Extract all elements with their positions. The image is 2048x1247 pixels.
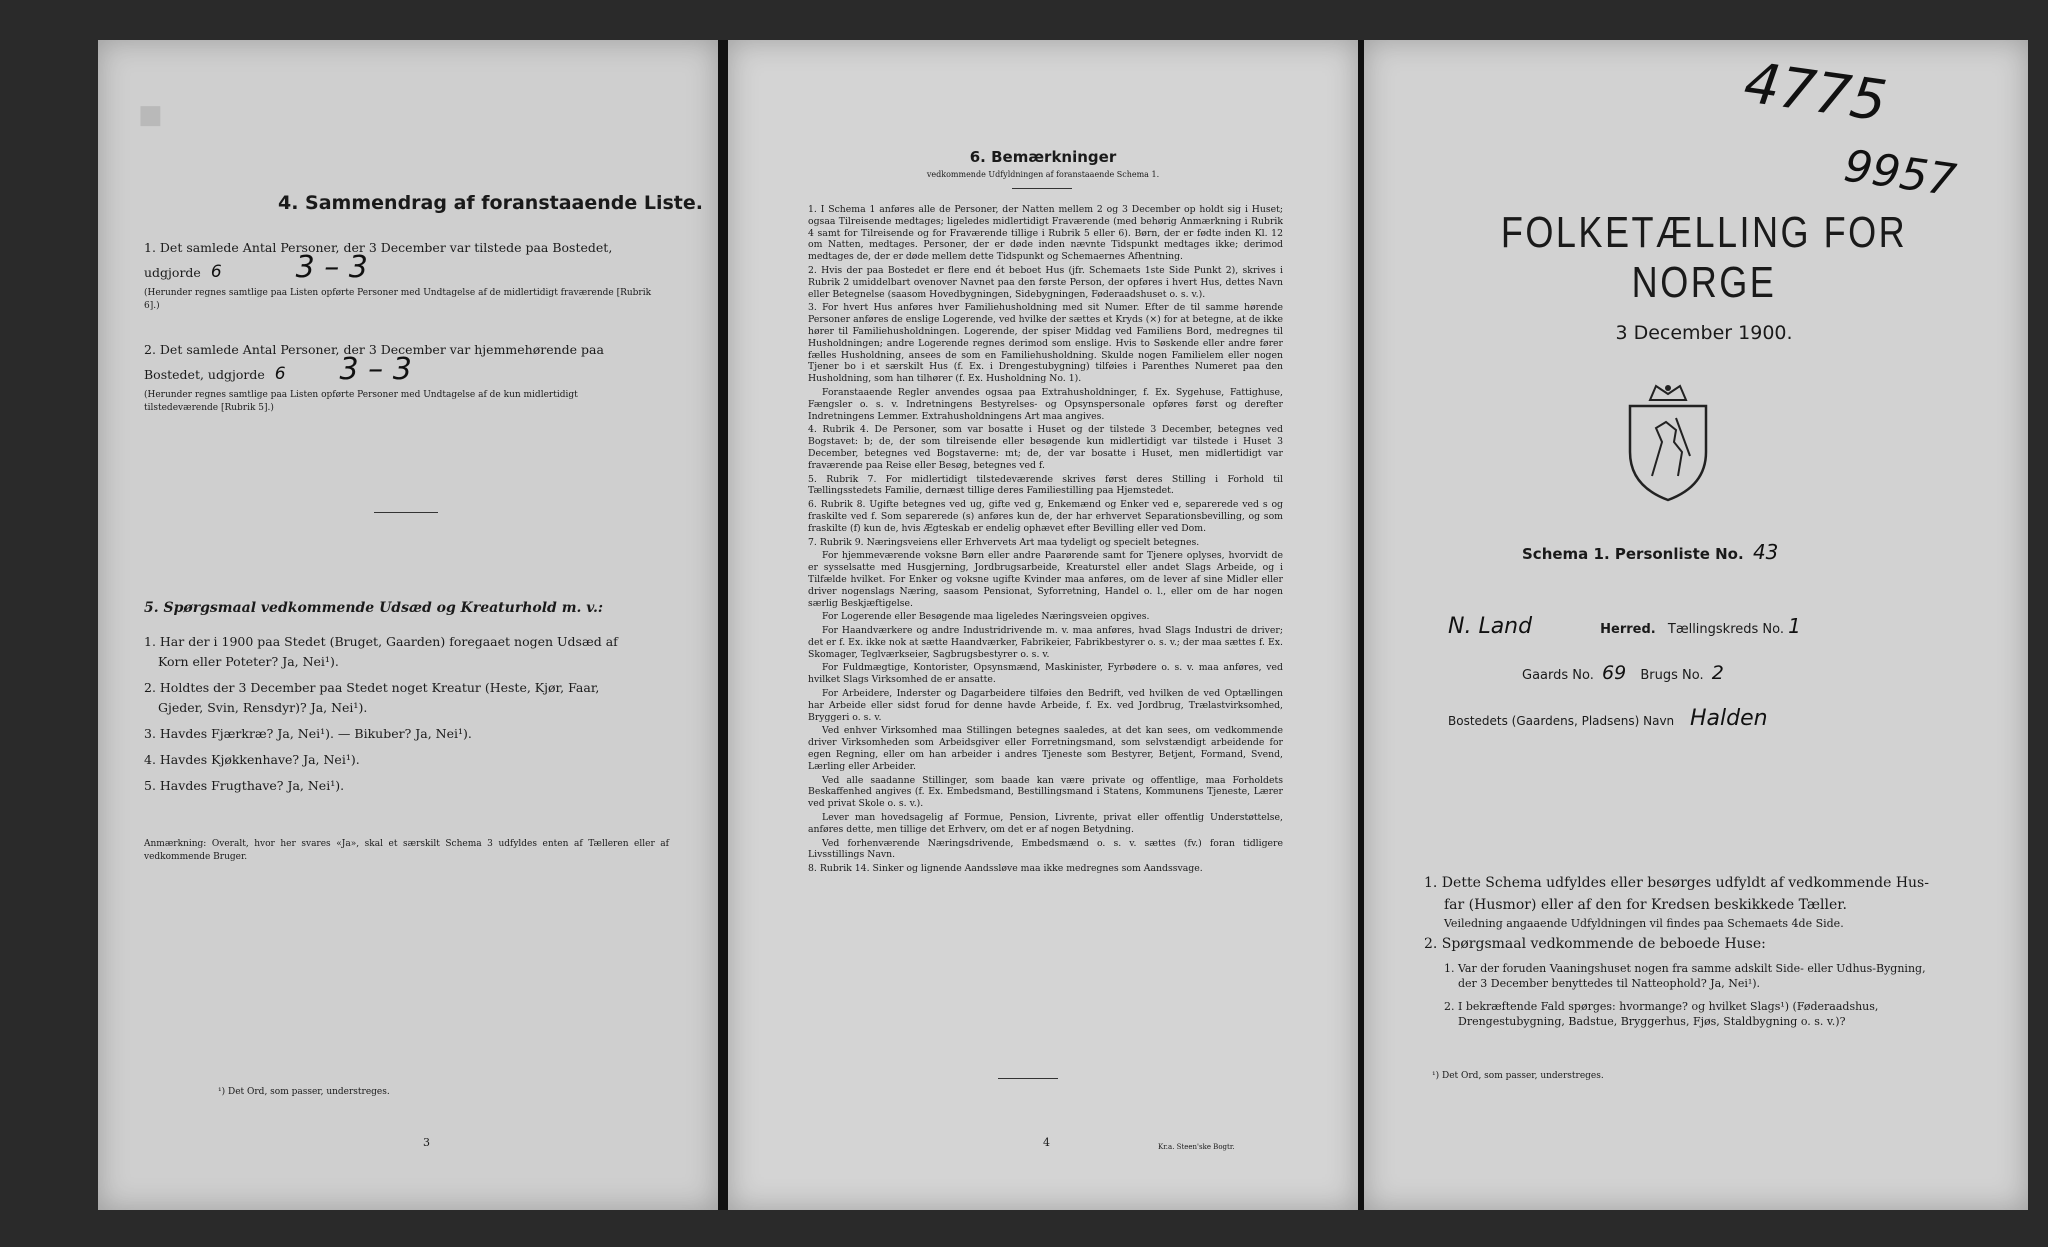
remark: Anmærkning: Overalt, hvor her svares «Ja», skal et særskilt Schema 3 udfyldes enten af Tælleren eller af vedkommende Bruger.	[144, 839, 669, 862]
summary-item-2	[144, 340, 664, 415]
remark-paragraph: For Fuldmægtige, Kontorister, Opsynsmænd, Maskinister, Fyrbødere o. s. v. maa anføres, ved hvilket Slags Virksomhed de er ansatte.	[808, 662, 1283, 686]
bosted-label: Bostedets (Gaardens, Pladsens) Navn	[1448, 714, 1675, 728]
house-question-1: 1. Var der foruden Vaaningshuset nogen fra samme adskilt Side- eller Udhus-Bygning,	[1444, 962, 1926, 975]
remark-paragraph: For Logerende eller Besøgende maa ligeledes Næringsveien opgives.	[822, 611, 1150, 623]
remark-paragraph: 5. Rubrik 7. For midlertidigt tilstedeværende skrives først deres Stilling i Forhold til Tællingsstedets Familie, dernæst tillige deres Familiestilling paa Hjemstedet.	[808, 473, 1283, 497]
instruction-2: 2. Spørgsmaal vedkommende de beboede Huse:	[1424, 936, 1766, 952]
summary-item-2-label: Bostedet, udgjorde	[144, 367, 265, 382]
question-1: 1. Har der i 1900 paa Stedet (Bruget, Gaarden) foregaaet nogen Udsæd af	[144, 634, 618, 649]
personliste-number: 43	[1752, 540, 1779, 564]
divider	[374, 512, 438, 513]
divider	[998, 1078, 1058, 1079]
question-list	[144, 632, 664, 796]
summary-item-1-handwritten: 3 – 3	[295, 250, 368, 285]
page-number: 3	[423, 1136, 430, 1149]
brugs-label: Brugs No.	[1640, 668, 1704, 683]
remark-paragraph: 6. Rubrik 8. Ugifte betegnes ved ug, gifte ved g, Enkemænd og Enker ved e, separerede ved s og fraskilte ved f. Som separerede (s) anføres kun de, der har erhvervet Separationsbevilling, og som fraskilte (f) kun de, hvis Ægteskab er endelig ophævet efter Bevilling eller ved Dom.	[808, 499, 1283, 534]
bosted-value: Halden	[1689, 706, 1768, 731]
remark-paragraph: Lever man hovedsagelig af Formue, Pension, Livrente, privat eller offentlig Understøttelse, anføres dette, men tillige det Erhverv, om det er af nogen Betydning.	[808, 812, 1283, 835]
divider	[1012, 188, 1072, 189]
remark-paragraph: For Arbeidere, Inderster og Dagarbeidere tilføies den Bedrift, ved hvilken de ved Optællingen har Arbeide eller sidst forud for denne havde Arbeide, f. Ex. ved Jordbrug, Trælastvirksomhed, Bryggeri o. s. v.	[808, 688, 1283, 723]
section4-title: 4. Sammendrag af foranstaaende Liste.	[278, 192, 703, 214]
gaards-value: 69	[1602, 662, 1627, 684]
question-1-answer: Korn eller Poteter? Ja, Nei¹).	[158, 654, 339, 669]
kreds-label: Tællingskreds No.	[1667, 622, 1785, 637]
instruction-1-note: Veiledning angaaende Udfyldningen vil findes paa Schemaets 4de Side.	[1444, 917, 1844, 930]
footnote: ¹) Det Ord, som passer, understreges.	[218, 1087, 390, 1097]
herred-label: Herred.	[1600, 622, 1656, 637]
instructions	[1424, 872, 2014, 1029]
remark-paragraph: Ved forhenværende Næringsdrivende, Embedsmænd o. s. v. sættes (fv.) foran tidligere Livsstillings Navn.	[808, 837, 1283, 861]
summary-item-2-text: 2. Det samlede Antal Personer, der 3 December var hjemmehørende paa	[144, 342, 604, 357]
section5-title: 5. Spørgsmaal vedkommende Udsæd og Kreaturhold m. v.:	[144, 600, 604, 616]
remark-paragraph: Ved alle saadanne Stillinger, som baade kan være private og offentlige, maa Forholdets Beskaffenhed angives (f. Ex. Embedsmand, Bestillingsmand i Statens, Kommunens Tjeneste, Lærer ved privat Skole o. s. v.).	[808, 774, 1283, 810]
census-title: FOLKETÆLLING FOR NORGE	[1500, 208, 1908, 307]
remark-paragraph: 4. Rubrik 4. De Personer, som var bosatte i Huset og der tilstede 3 December, betegnes ved Bogstavet: b; de, der som tilreisende eller besøgende kun midlertidigt var tilstede i Huset 3 December, betegnes ved Bogstaverne: mt; de, der var bosatte i Huset, men midlertidigt var fraværende paa Reise eller Besøg, betegnes ved f.	[808, 424, 1283, 471]
remark-paragraph: For Haandværkere og andre Industridrivende m. v. maa anføres, hvad Slags Industri de driver; det er f. Ex. ikke nok at sætte Haandværker, Fabrikeier, Fabrikbestyrer o. s. v.; der maa sættes f. Ex. Skomager, Teglværkseier, Sagbrugsbestyrer o. s. v.	[808, 625, 1283, 660]
summary-item-1-note: (Herunder regnes samtlige paa Listen opførte Personer med Undtagelse af de midlertidigt fraværende [Rubrik 6].)	[144, 288, 652, 311]
summary-item-2-handwritten: 3 – 3	[339, 352, 412, 387]
summary-item-2-note: (Herunder regnes samtlige paa Listen opførte Personer med Undtagelse af de kun midlertidigt tilstedeværende [Rubrik 5].)	[144, 390, 578, 413]
summary-item-1-text: 1. Det samlede Antal Personer, der 3 December var tilstede paa Bostedet,	[144, 240, 613, 255]
bleed-through: ■	[138, 100, 165, 130]
house-question-2: 2. I bekræftende Fald spørges: hvormange? og hvilket Slags¹) (Føderaadshus,	[1444, 1000, 1879, 1013]
coat-of-arms-icon	[1620, 382, 1716, 504]
page-middle	[728, 40, 1358, 1210]
summary-item-1-value: 6	[210, 262, 222, 282]
kreds-value: 1	[1788, 614, 1801, 638]
remark-paragraph: 1. I Schema 1 anføres alle de Personer, der Natten mellem 2 og 3 December op holdt sig i Huset; ogsaa Tilreisende medtages; ligeledes midlertidigt Fraværende (med behørig Anmærkning i Rubrik 4 samt for Tilreisende og for Fraværende tillige i Rubrik 5 eller 6). Børn, der er fødte inden Kl. 12 om Natten, medtages. Personer, der er døde inden nævnte Tidspunkt medtages ikke; derimod medtages de, der er døde mellem dette Tidspunkt og Schemaernes Afhentning.	[808, 204, 1283, 263]
herred-value: N. Land	[1448, 614, 1533, 639]
archive-number-2: 9957	[1840, 140, 1959, 207]
footnote: ¹) Det Ord, som passer, understreges.	[1432, 1071, 1604, 1081]
remark-paragraph: Foranstaaende Regler anvendes ogsaa paa Extrahusholdninger, f. Ex. Sygehuse, Fattighuse, Fængsler o. s. v. Indretningens Bestyrelses- og Opsynspersonale opføres først og derefter Indretningens Lemmer. Extrahusholdningens Art maa angives.	[808, 386, 1283, 422]
gaards-label: Gaards No.	[1522, 668, 1594, 683]
archive-number-1: 4775	[1740, 50, 1891, 135]
page-number: 4	[1043, 1136, 1050, 1149]
remark-paragraph: 3. For hvert Hus anføres hver Familiehusholdning med sit Numer. Efter de til samme hørende Personer anføres de enslige Logerende, ved hvilke der sættes et Kryds (×) for at betegne, at de ikke hører til Familiehusholdningen. Logerende, der spiser Middag ved Familiens Bord, medregnes til Husholdningen; andre Logerende regnes derimod som enslige. Hvis to Søskende eller andre fører fælles Husholdning, ansees de som en Familiehusholdning. Skulde nogen Familielem eller nogen Tjener bo i et særskilt Hus (f. Ex. i Drengestubygning) tilføies i Parenthes Numeret paa den Husholdning, som han tilhører (f. Ex. Husholdning No. 1).	[808, 302, 1283, 385]
schema-label: Schema 1. Personliste No.	[1522, 545, 1744, 563]
brugs-value: 2	[1711, 662, 1724, 684]
remarks-list	[808, 204, 1283, 877]
remark-paragraph: 8. Rubrik 14. Sinker og lignende Aandssløve maa ikke medregnes som Aandssvage.	[808, 863, 1203, 875]
bosted-line	[1448, 706, 1768, 731]
summary-item-1-label: udgjorde	[144, 265, 201, 280]
question-2: 2. Holdtes der 3 December paa Stedet noget Kreatur (Heste, Kjør, Faar,	[144, 680, 600, 695]
census-date: 3 December 1900.	[1615, 322, 1793, 344]
printer-imprint: Kr.a. Steen'ske Bogtr.	[1158, 1143, 1235, 1151]
house-question-2-cont: Drengestubygning, Badstue, Bryggerhus, Fjøs, Staldbygning o. s. v.)?	[1458, 1015, 1846, 1028]
question-2-answer: Gjeder, Svin, Rensdyr)? Ja, Nei¹).	[158, 700, 368, 715]
page-left	[98, 40, 718, 1210]
gaards-line	[1522, 662, 1724, 684]
question-5: 5. Havdes Frugthave? Ja, Nei¹).	[144, 778, 345, 793]
house-question-1-answer: der 3 December benyttedes til Natteophold? Ja, Nei¹).	[1458, 977, 1761, 990]
herred-line	[1448, 614, 1968, 639]
instruction-1-cont: far (Husmor) eller af den for Kredsen beskikkede Tæller.	[1444, 897, 1847, 913]
page-fold	[718, 40, 728, 1210]
summary-item-2-value: 6	[274, 364, 286, 384]
remark-paragraph: 7. Rubrik 9. Næringsveiens eller Erhvervets Art maa tydeligt og specielt betegnes.	[808, 536, 1200, 548]
remark-paragraph: For hjemmeværende voksne Børn eller andre Paarørende samt for Tjenere oplyses, hvorvidt de er sysselsatte med Husgjerning, Jordbrugsarbeide, Kreaturstel eller andet Slags Arbeide, og i Tilfælde hvilket. For Enker og voksne ugifte Kvinder maa anføres, om de lever af sine Midler eller driver nogenslags Næring, saasom Pensionat, Syforretning, Handel o. l., eller om de har nogen særlig Beskjæftigelse.	[808, 550, 1283, 609]
instruction-1: 1. Dette Schema udfyldes eller besørges udfyldt af vedkommende Hus-	[1424, 875, 1929, 891]
remark-paragraph: 2. Hvis der paa Bostedet er flere end ét beboet Hus (jfr. Schemaets 1ste Side Punkt 2), skrives i Rubrik 2 umiddelbart ovenover Navnet paa den første Person, der opføres i hvert Hus, dettes Navn eller Betegnelse (saasom Hovedbygningen, Sidebygningen, Føderaadshuset o. s. v.).	[808, 264, 1283, 300]
schema-line	[1522, 540, 1778, 564]
remark-paragraph: Ved enhver Virksomhed maa Stillingen betegnes saaledes, at det kan sees, om vedkommende driver Virksomheden som Arbeidsgiver eller Forretningsmand, som selvstændigt arbeidende for egen Regning, eller om han arbeider i andres Tjeneste som Bestyrer, Betjent, Formand, Svend, Lærling eller Arbeider.	[808, 725, 1283, 772]
remarks-title: 6. Bemærkninger	[969, 148, 1117, 166]
page-right	[1364, 40, 2028, 1210]
summary-item-1	[144, 238, 664, 313]
question-3: 3. Havdes Fjærkræ? Ja, Nei¹). — Bikuber? Ja, Nei¹).	[144, 726, 472, 741]
remarks-subtitle: vedkommende Udfyldningen af foranstaaende Schema 1.	[926, 170, 1160, 179]
question-4: 4. Havdes Kjøkkenhave? Ja, Nei¹).	[144, 752, 360, 767]
